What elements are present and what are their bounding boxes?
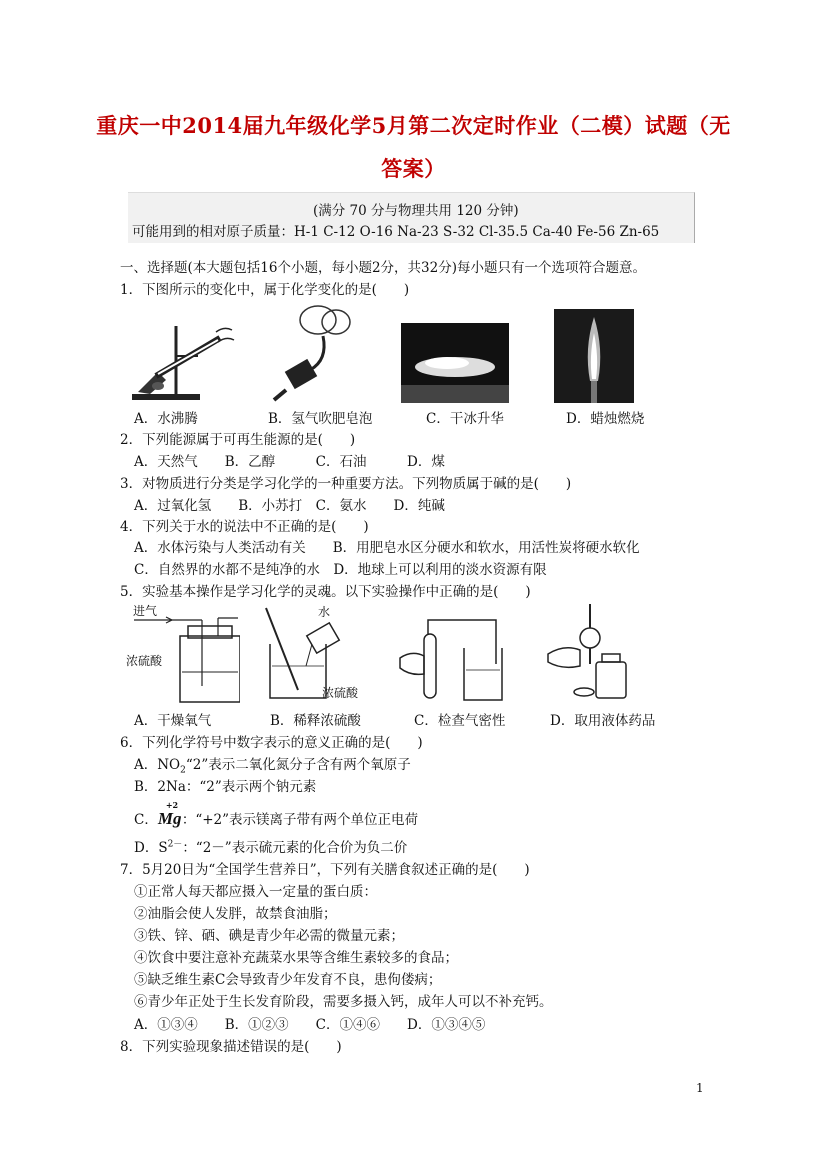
dry-ice-figure <box>401 323 509 403</box>
q4-options-2: C．自然界的水都不是纯净的水 D．地球上可以利用的淡水资源有限 <box>134 562 547 578</box>
q6-option-a: A．$NO_2“2$”表示二氧化氮分子含有两个氧原子 <box>134 757 411 776</box>
q2-stem: 2．下列能源属于可再生能源的是( ) <box>120 432 356 448</box>
q6-option-b: B．2Na：“2”表示两个钠元素 <box>134 779 317 795</box>
q1-caption-d: D．蜡烛燃烧 <box>566 411 645 427</box>
q6-option-c: C． +2 Mg：“+2”表示镁离子带有两个单位正电荷 <box>134 800 419 828</box>
q4-options-1: A．水体污染与人类活动有关 B．用肥皂水区分硬水和软水，用活性炭将硬水软化 <box>134 540 640 556</box>
q7-item: ⑥青少年正处于生长发育阶段，需要多摄入钙，成年人可以不补充钙。 <box>134 994 553 1010</box>
q3-options: A．过氧化氢 B．小苏打 C．氨水 D．纯碱 <box>134 498 445 514</box>
q7-options: A．①③④ B．①②③ C．①④⑥ D．①③④⑤ <box>134 1017 486 1033</box>
q1-caption-a: A．水沸腾 <box>134 411 198 427</box>
atomic-mass-info: 可能用到的相对原子质量：H-1 C-12 O-16 Na-23 S-32 Cl-35.5 Ca-40 Fe-56 Zn-65 <box>132 224 660 240</box>
q5-caption-c: C．检查气密性 <box>414 713 506 729</box>
section-heading: 一、选择题(本大题包括16个小题，每小题2分，共32分)每小题只有一个选项符合题意。 <box>120 260 646 276</box>
q5-caption-a: A．干燥氧气 <box>134 713 212 729</box>
q8-stem: 8．下列实验现象描述错误的是( ) <box>120 1039 342 1055</box>
q1-caption-b: B．氢气吹肥皂泡 <box>268 411 373 427</box>
q7-item: ③铁、锌、硒、碘是青少年必需的微量元素； <box>134 928 404 944</box>
q5-label-conc-acid-2: 浓硫酸 <box>322 686 359 700</box>
q5-caption-d: D．取用液体药品 <box>550 713 656 729</box>
q7-item: ⑤缺乏维生素C会导致青少年发育不良，患佝偻病； <box>134 972 442 988</box>
boiling-water-figure <box>128 316 238 404</box>
q5-label-inlet: 进气 <box>133 604 158 618</box>
q4-stem: 4．下列关于水的说法中不正确的是( ) <box>120 519 369 535</box>
doc-title-line1: 重庆一中2014届九年级化学5月第二次定时作业（二模）试题（无 <box>96 113 731 138</box>
page-number: 1 <box>696 1081 704 1095</box>
candle-figure <box>554 309 634 403</box>
q1-caption-c: C．干冰升华 <box>426 411 504 427</box>
q2-options: A．天然气 B．乙醇 C．石油 D．煤 <box>134 454 445 470</box>
q5-label-water: 水 <box>318 605 331 619</box>
q7-item: ②油脂会使人发胖，故禁食油脂； <box>134 906 337 922</box>
doc-title-line2: 答案） <box>381 156 446 181</box>
score-info: (满分 70 分与物理共用 120 分钟) <box>313 203 519 219</box>
soap-bubble-figure <box>268 300 358 404</box>
q3-stem: 3．对物质进行分类是学习化学的一种重要方法。下列物质属于碱的是( ) <box>120 476 572 492</box>
q7-item: ④饮食中要注意补充蔬菜水果等含维生素较多的食品； <box>134 950 458 966</box>
q5-stem: 5．实验基本操作是学习化学的灵魂。以下实验操作中正确的是( ) <box>120 584 531 600</box>
info-box <box>128 192 695 243</box>
q5-label-conc-acid: 浓硫酸 <box>126 654 163 668</box>
q7-item: ①正常人每天都应摄入一定量的蛋白质： <box>134 884 377 900</box>
q6-option-d: D．$S^{2-}$：“2－”表示硫元素的化合价为负二价 <box>134 839 408 856</box>
q6-stem: 6．下列化学符号中数字表示的意义正确的是( ) <box>120 735 423 751</box>
airtightness-figure <box>398 604 506 704</box>
q7-stem: 7．5月20日为“全国学生营养日”，下列有关膳食叙述正确的是( ) <box>120 862 530 878</box>
q1-stem: 1．下图所示的变化中，属于化学变化的是( ) <box>120 282 410 298</box>
liquid-reagent-figure <box>544 604 640 704</box>
q5-caption-b: B．稀释浓硫酸 <box>270 713 361 729</box>
